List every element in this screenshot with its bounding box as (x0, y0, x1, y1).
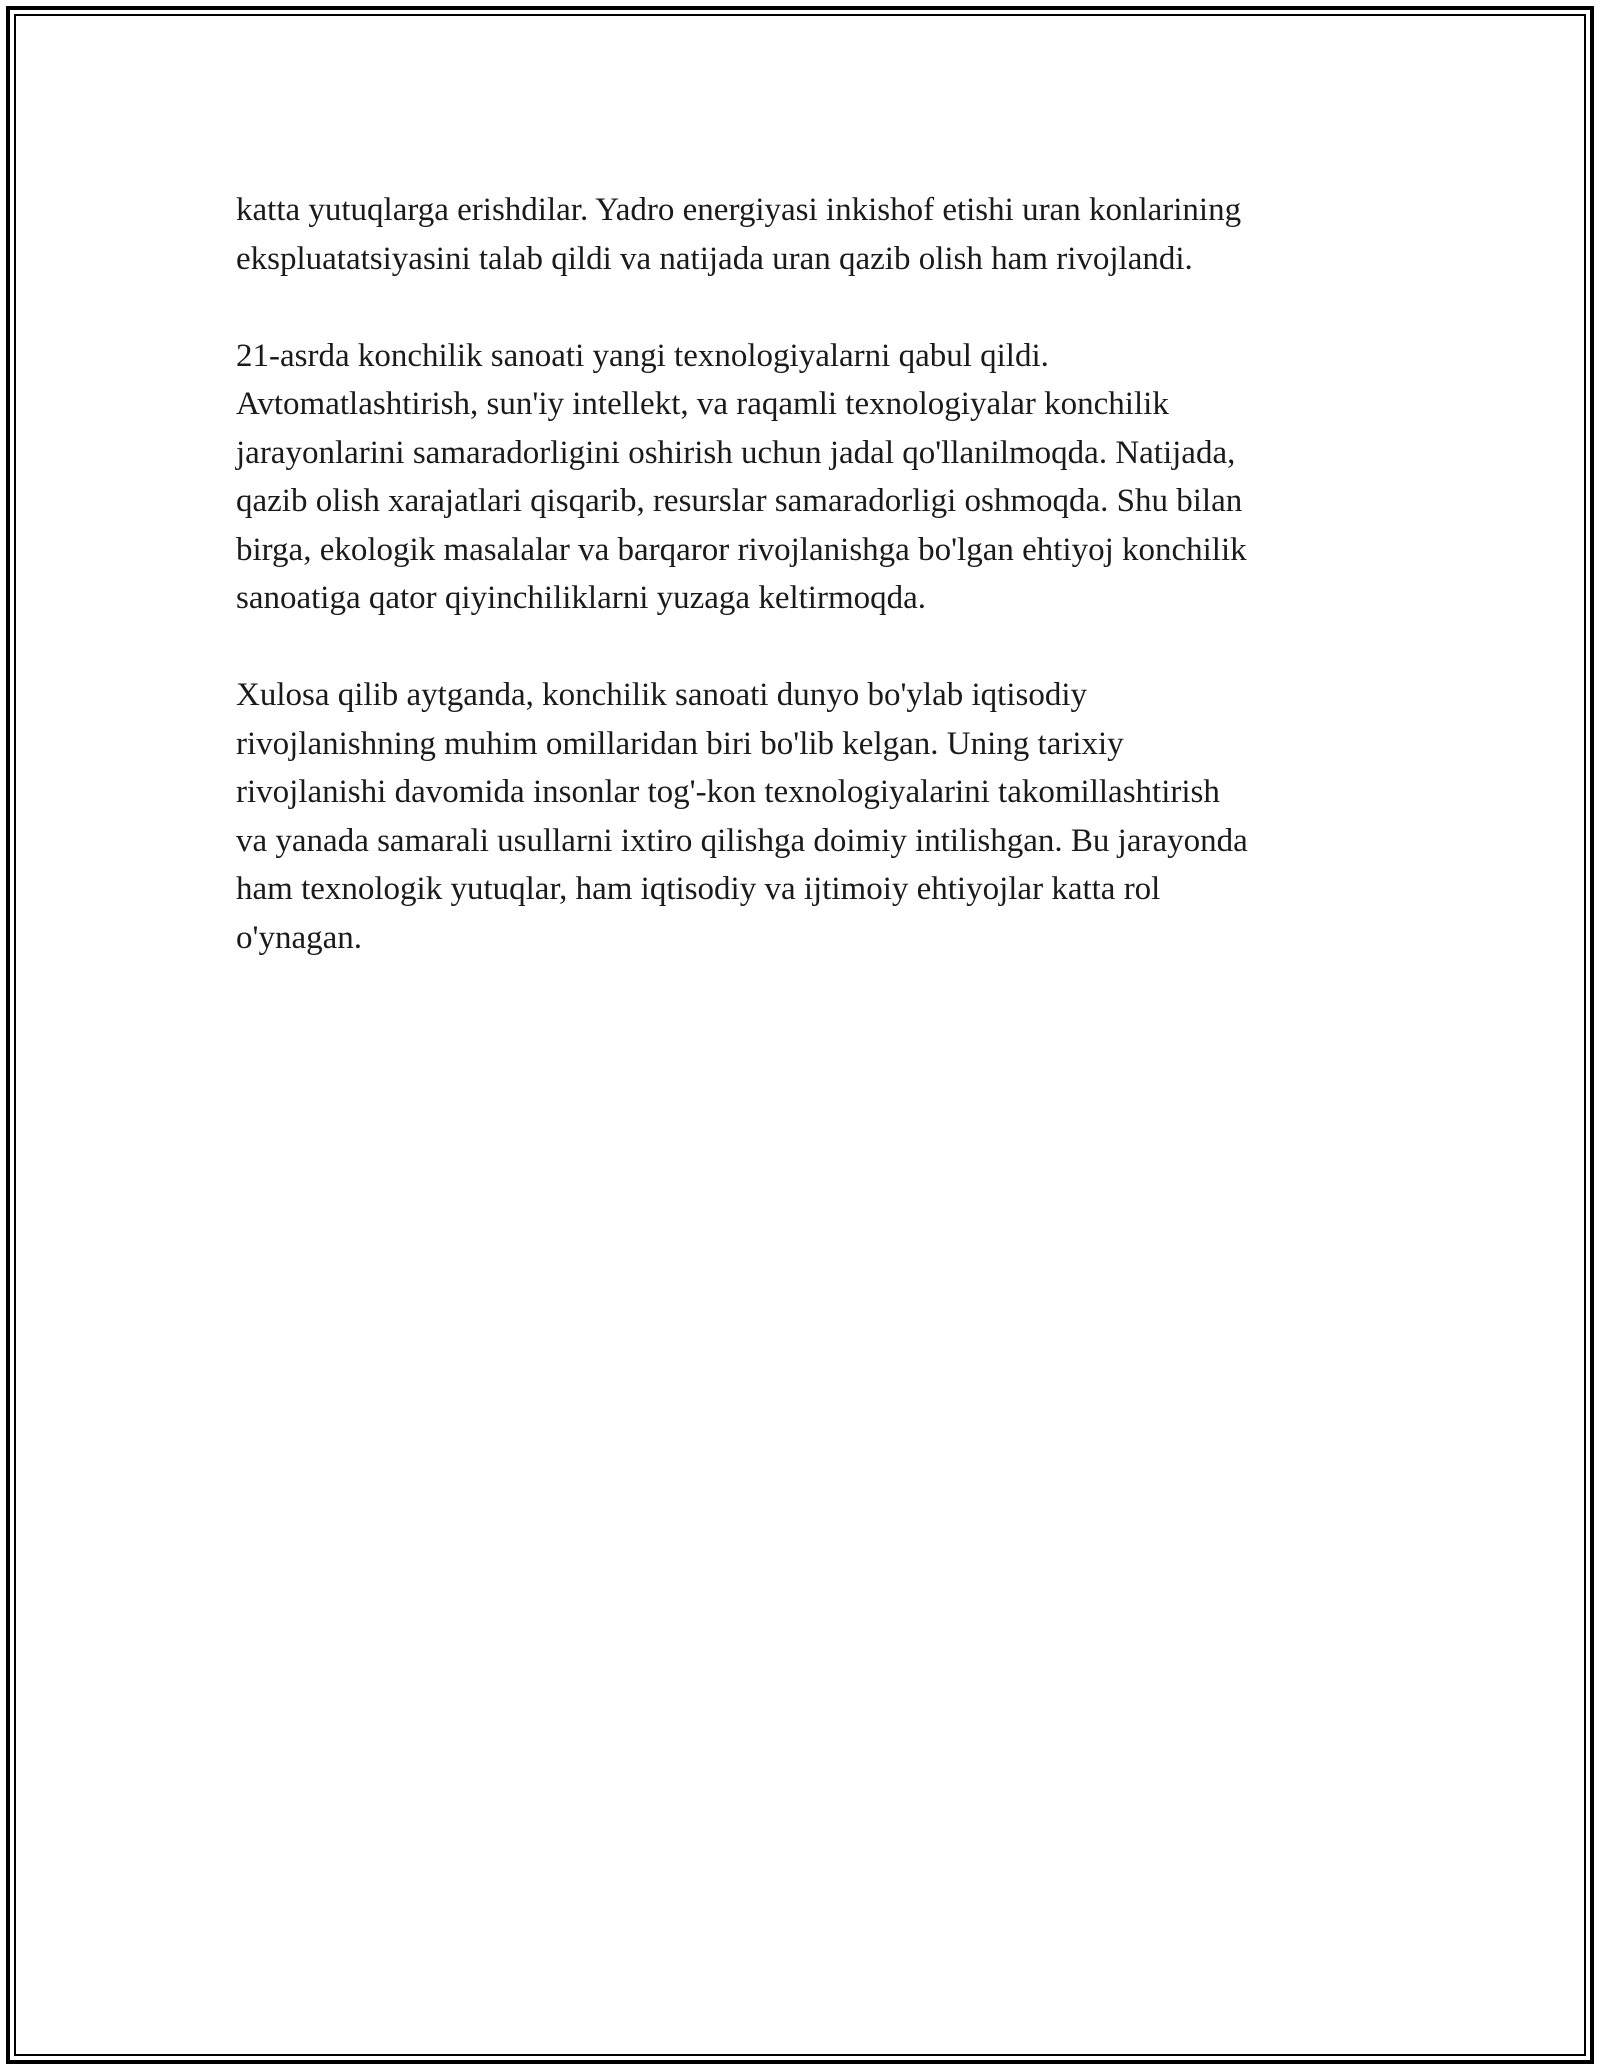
paragraph-2 (236, 332, 1366, 623)
text-line: sanoatiga qator qiyinchiliklarni yuzaga keltirmoqda. (236, 580, 927, 616)
text-line: va yanada samarali usullarni ixtiro qilishga doimiy intilishgan. Bu jarayonda (236, 822, 1248, 859)
text-line: katta yutuqlarga erishdilar. Yadro energiyasi inkishof etishi uran konlarining (236, 192, 1242, 228)
text-line: rivojlanishning muhim omillaridan biri bo'lib kelgan. Uning tarixiy (236, 725, 1124, 762)
text-line: o'ynagan. (236, 919, 362, 956)
text-line: Xulosa qilib aytganda, konchilik sanoati dunyo bo'ylab iqtisodiy (236, 677, 1088, 713)
text-line: qazib olish xarajatlari qisqarib, resurslar samaradorligi oshmoqda. Shu bilan (236, 483, 1243, 519)
text-line: rivojlanishi davomida insonlar tog'-kon texnologiyalarini takomillashtirish (236, 774, 1220, 810)
text-line: 21-asrda konchilik sanoati yangi texnologiyalarni qabul qildi. (236, 337, 1049, 374)
paragraph-3 (236, 671, 1366, 962)
text-line: ham texnologik yutuqlar, ham iqtisodiy va ijtimoiy ehtiyojlar katta rol (236, 871, 1161, 907)
document-body (236, 186, 1366, 1011)
text-line: ekspluatatsiyasini talab qildi va natijada uran qazib olish ham rivojlandi. (236, 240, 1193, 277)
text-line: Avtomatlashtirish, sun'iy intellekt, va raqamli texnologiyalar konchilik (236, 386, 1169, 422)
text-line: jarayonlarini samaradorligini oshirish uchun jadal qo'llanilmoqda. Natijada, (236, 434, 1236, 471)
text-line: birga, ekologik masalalar va barqaror rivojlanishga bo'lgan ehtiyoj konchilik (236, 531, 1247, 568)
paragraph-1 (236, 186, 1366, 283)
